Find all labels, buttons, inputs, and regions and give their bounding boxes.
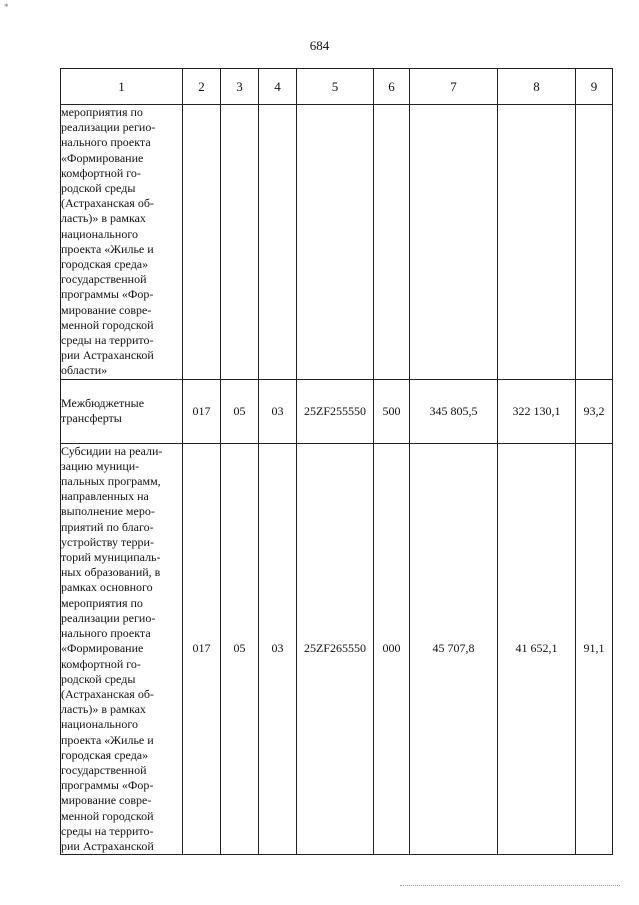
- cell-expense-type: 500: [374, 379, 410, 443]
- table-row: [61, 443, 613, 854]
- column-header-8: 8: [498, 69, 576, 105]
- scan-corner-mark: *: [4, 2, 9, 12]
- table-row: [61, 105, 613, 380]
- cell-planned-amount: 45 707,8: [410, 443, 498, 854]
- cell-ministry-code: 017: [183, 443, 221, 854]
- budget-table: [60, 68, 613, 855]
- cell-target-article: 25ZF265550: [297, 443, 374, 854]
- row-description: Межбюджетные трансферты: [61, 379, 183, 443]
- row-description: Субсидии на реали- зацию муници- пальных программ, направленных на выполнение меро- приятий по благо- устройству терри- торий муниципаль- ных образований, в рамках основного мероприятия по реализации регио- нального проекта «Формирование комфортной го- родской среды (Астраханская об- ласть)» в рамках национального проекта «Жилье и городская среда» государственной программы «Фор- мирование совре- менной городской среды на террито- рии Астраханской: [61, 443, 183, 854]
- cell-ministry-code: 017: [183, 379, 221, 443]
- cell-percent: 93,2: [576, 379, 613, 443]
- cell-subsection-code: 03: [259, 443, 297, 854]
- cell-executed-amount: 41 652,1: [498, 443, 576, 854]
- page-number: 684: [309, 38, 330, 53]
- cell-subsection-code: [259, 105, 297, 380]
- column-header-3: 3: [221, 69, 259, 105]
- cell-section-code: [221, 105, 259, 380]
- column-header-4: 4: [259, 69, 297, 105]
- column-header-2: 2: [183, 69, 221, 105]
- table-header-row: [61, 69, 613, 105]
- cell-expense-type: [374, 105, 410, 380]
- cell-executed-amount: 322 130,1: [498, 379, 576, 443]
- row-description: мероприятия по реализации регио- нального проекта «Формирование комфортной го- родской среды (Астраханская об- ласть)» в рамках национального проекта «Жилье и городская среда» государственной программы «Фор- мирование совре- менной городской среды на террито- рии Астраханской области»: [61, 105, 183, 380]
- column-header-6: 6: [374, 69, 410, 105]
- cell-target-article: 25ZF255550: [297, 379, 374, 443]
- cell-section-code: 05: [221, 379, 259, 443]
- cell-target-article: [297, 105, 374, 380]
- column-header-7: 7: [410, 69, 498, 105]
- table-row: [61, 379, 613, 443]
- cell-executed-amount: [498, 105, 576, 380]
- column-header-5: 5: [297, 69, 374, 105]
- column-header-1: 1: [61, 69, 183, 105]
- cell-section-code: 05: [221, 443, 259, 854]
- bottom-dotted-rule: [400, 885, 620, 886]
- cell-percent: [576, 105, 613, 380]
- cell-subsection-code: 03: [259, 379, 297, 443]
- cell-planned-amount: [410, 105, 498, 380]
- column-header-9: 9: [576, 69, 613, 105]
- cell-ministry-code: [183, 105, 221, 380]
- cell-percent: 91,1: [576, 443, 613, 854]
- cell-planned-amount: 345 805,5: [410, 379, 498, 443]
- cell-expense-type: 000: [374, 443, 410, 854]
